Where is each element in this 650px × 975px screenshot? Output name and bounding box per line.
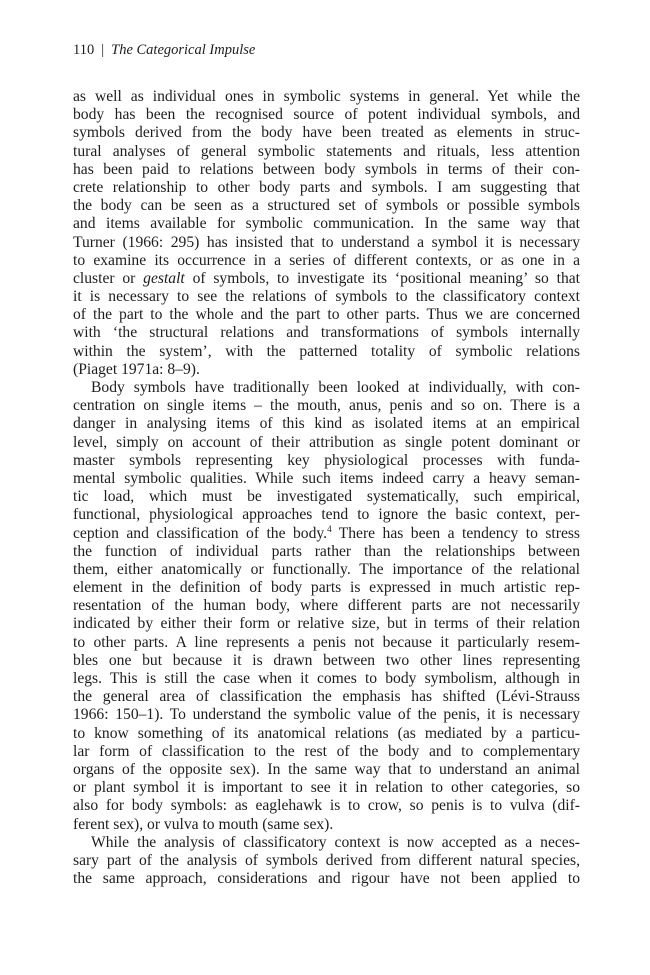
- text-segment: of symbols, to investigate its ‘positional meaning’ so that: [184, 269, 580, 287]
- paragraph-end-line: ferent sex), or vulva to mouth (same sex).: [73, 815, 334, 833]
- paragraph-first-line: While the analysis of classificatory context is now accepted as a neces-: [91, 833, 580, 851]
- text-line: it is necessary to see the relations of symbols to the classificatory context: [73, 288, 580, 306]
- body-text: [73, 88, 580, 888]
- text-line: lar form of classification to the rest of the body and to complementary: [73, 742, 580, 760]
- text-line: within the system’, with the patterned totality of symbolic relations: [73, 342, 580, 360]
- text-line: tural analyses of general symbolic statements and rituals, less attention: [73, 142, 580, 160]
- paragraph-end-line: (Piaget 1971a: 8–9).: [73, 360, 200, 378]
- italic-term: gestalt: [143, 269, 185, 287]
- text-line: symbols derived from the body have been treated as elements in struc-: [73, 124, 580, 142]
- text-line: and items available for symbolic communication. In the same way that: [73, 215, 580, 233]
- text-line: bles one but because it is drawn between two other lines representing: [73, 651, 580, 669]
- text-line: 1966: 150–1). To understand the symbolic value of the penis, it is necessary: [73, 706, 580, 724]
- text-line: the function of individual parts rather than the relationships between: [73, 542, 580, 560]
- text-line: the body can be seen as a structured set of symbols or possible symbols: [73, 197, 580, 215]
- text-line: body has been the recognised source of potent individual symbols, and: [73, 106, 580, 124]
- text-line: also for body symbols: as eaglehawk is to crow, so penis is to vulva (dif-: [73, 797, 580, 815]
- text-line: them, either anatomically or functionally. The importance of the relational: [73, 560, 580, 578]
- text-line: centration on single items – the mouth, anus, penis and so on. There is a: [73, 397, 580, 415]
- text-line: or plant symbol it is important to see it in relation to other categories, so: [73, 779, 580, 797]
- text-line: danger in analysing items of this kind as isolated items at an empirical: [73, 415, 580, 433]
- text-line: tic load, which must be investigated systematically, such empirical,: [73, 488, 580, 506]
- text-line: mental symbolic qualities. While such items indeed carry a heavy seman-: [73, 469, 580, 487]
- text-line: to other parts. A line represents a penis not because it particularly resem-: [73, 633, 580, 651]
- text-line: of the part to the whole and the part to other parts. Thus we are concerned: [73, 306, 580, 324]
- text-line: resentation of the human body, where different parts are not necessarily: [73, 597, 580, 615]
- header-separator: |: [101, 42, 105, 58]
- text-line: sary part of the analysis of symbols derived from different natural species,: [73, 851, 580, 869]
- text-line: functional, physiological approaches tend to ignore the basic context, per-: [73, 506, 580, 524]
- text-segment: There has been a tendency to stress: [331, 524, 581, 542]
- text-line: [73, 270, 580, 288]
- text-line: [73, 525, 580, 543]
- text-line: level, simply on account of their attribution as single potent dominant or: [73, 433, 580, 451]
- text-line: to know something of its anatomical relations (as mediated by a particu-: [73, 724, 580, 742]
- text-line: element in the definition of body parts is expressed in much artistic rep-: [73, 579, 580, 597]
- text-line: to examine its occurrence in a series of different contexts, or as one in a: [73, 251, 580, 269]
- text-line: master symbols representing key physiological processes with funda-: [73, 451, 580, 469]
- text-line: the general area of classification the emphasis has shifted (Lévi-Strauss: [73, 688, 580, 706]
- text-line: has been paid to relations between body symbols in terms of their con-: [73, 160, 580, 178]
- text-line: with ‘the structural relations and transformations of symbols internally: [73, 324, 580, 342]
- text-segment: ception and classification of the body.: [73, 524, 328, 542]
- footnote-marker[interactable]: 4: [327, 523, 332, 534]
- text-segment: cluster or: [73, 269, 144, 287]
- text-line: Turner (1966: 295) has insisted that to understand a symbol it is necessary: [73, 233, 580, 251]
- text-line: indicated by either their form or relative size, but in terms of their relation: [73, 615, 580, 633]
- text-line: legs. This is still the case when it comes to body symbolism, although in: [73, 670, 580, 687]
- text-line: as well as individual ones in symbolic systems in general. Yet while the: [73, 88, 580, 105]
- text-line: the same approach, considerations and rigour have not been applied to: [73, 870, 580, 888]
- page-number: 110: [73, 42, 95, 58]
- book-title: The Categorical Impulse: [111, 42, 256, 58]
- text-line: crete relationship to other body parts and symbols. I am suggesting that: [73, 178, 580, 196]
- running-head: [73, 41, 255, 59]
- text-line: organs of the opposite sex). In the same way that to understand an animal: [73, 760, 580, 778]
- paragraph-first-line: Body symbols have traditionally been looked at individually, with con-: [91, 379, 580, 396]
